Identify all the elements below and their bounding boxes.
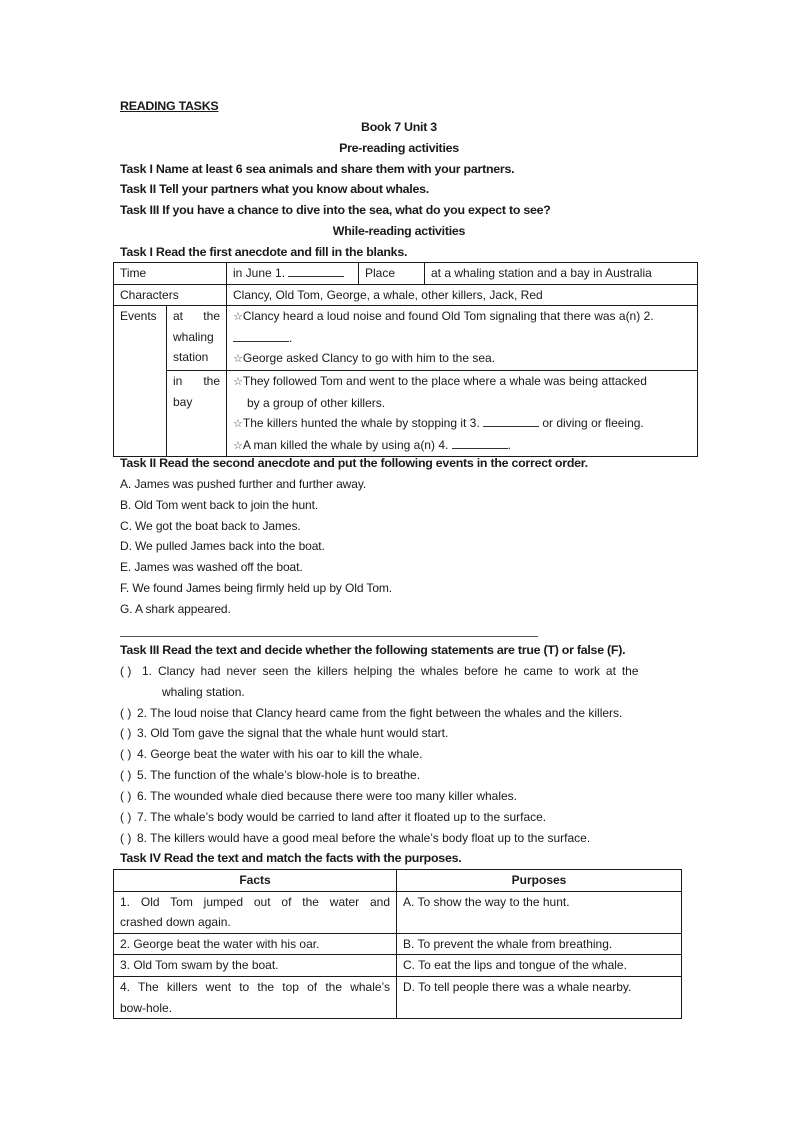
purpose-cell: B. To prevent the whale from breathing. [397, 933, 682, 955]
star-icon: ☆ [233, 417, 243, 431]
statement-text: 2. The loud noise that Clancy heard came from the fight between the whales and the killers. [137, 706, 623, 720]
order-answer-line[interactable] [120, 636, 538, 637]
blank-3-suffix: or diving or fleeing. [542, 416, 644, 431]
place-value: at a whaling station and a bay in Australia [425, 263, 698, 285]
time-value-cell [227, 263, 359, 285]
bay-events [227, 370, 698, 456]
characters-value: Clancy, Old Tom, George, a whale, other killers, Jack, Red [227, 284, 698, 306]
tf-statement-5 [120, 765, 420, 786]
characters-label: Characters [114, 284, 227, 306]
statement-text: 4. George beat the water with his oar to kill the whale. [137, 747, 423, 761]
station-events [227, 306, 698, 371]
fact-cell [114, 976, 397, 1018]
pre-reading-task-2: Task II Tell your partners what you know about whales. [120, 182, 429, 196]
purpose-cell: D. To tell people there was a whale nearby. [397, 976, 682, 1018]
order-event-b: B. Old Tom went back to join the hunt. [120, 498, 319, 512]
order-event-c: C. We got the boat back to James. [120, 519, 301, 533]
tf-statement-7 [120, 807, 546, 828]
fact-text: 4. The killers went to the top of the whale’s [120, 979, 390, 994]
statement-text: 1. Clancy had never seen the killers helping the whales before he came to work at the [142, 664, 639, 678]
tf-statement-4 [120, 744, 423, 765]
section-title: READING TASKS [120, 99, 219, 113]
statement-text: 5. The function of the whale’s blow-hole is to breathe. [137, 768, 421, 782]
order-event-g: G. A shark appeared. [120, 602, 231, 616]
table-row [114, 955, 682, 977]
book-unit-heading: Book 7 Unit 3 [361, 120, 437, 134]
star-icon: ☆ [233, 438, 243, 452]
answer-paren[interactable]: ( ) [120, 726, 132, 740]
event-text: George asked Clancy to go with him to the sea. [242, 351, 496, 366]
facts-header: Facts [114, 870, 397, 892]
table-row [114, 976, 682, 1018]
order-event-e: E. James was washed off the boat. [120, 560, 303, 574]
blank-2-suffix: . [289, 330, 293, 345]
fact-text-cont: crashed down again. [120, 915, 231, 930]
events-row-station [114, 306, 698, 371]
pre-reading-task-3: Task III If you have a chance to dive into the sea, what do you expect to see? [120, 203, 551, 217]
blank-2[interactable] [233, 329, 289, 342]
fact-cell: 2. George beat the water with his oar. [114, 933, 397, 955]
tf-statement-6 [120, 786, 517, 807]
answer-paren[interactable]: ( ) [120, 664, 132, 678]
event-text: They followed Tom and went to the place where a whale was being attacked [242, 373, 647, 388]
order-event-f: F. We found James being firmly held up by Old Tom. [120, 581, 393, 595]
purpose-cell: C. To eat the lips and tongue of the whale. [397, 955, 682, 977]
tf-statement-3 [120, 723, 448, 744]
task2-instruction: Task II Read the second anecdote and put the following events in the correct order. [120, 456, 588, 470]
time-place-row [114, 263, 698, 285]
statement-text: 6. The wounded whale died because there were too many killer whales. [137, 789, 518, 803]
location-station-line-3: station [173, 350, 209, 365]
place-label: Place [359, 263, 425, 285]
pre-reading-heading: Pre-reading activities [339, 141, 459, 155]
tf-statement-8 [120, 828, 590, 849]
task1-instruction: Task I Read the first anecdote and fill in the blanks. [120, 245, 408, 259]
table-row [114, 933, 682, 955]
blank-3[interactable] [483, 414, 539, 427]
events-label: Events [114, 306, 167, 457]
purpose-cell: A. To show the way to the hunt. [397, 891, 682, 933]
location-station-line-2: whaling [173, 329, 214, 344]
tf-statement-1 [120, 661, 675, 682]
order-event-a: A. James was pushed further and further away. [120, 477, 367, 491]
location-bay [167, 370, 227, 456]
anecdote-table [113, 262, 698, 457]
fact-text: 1. Old Tom jumped out of the water and [120, 894, 390, 909]
tf-statement-2 [120, 703, 622, 724]
order-event-d: D. We pulled James back into the boat. [120, 539, 325, 553]
fact-cell: 3. Old Tom swam by the boat. [114, 955, 397, 977]
time-label: Time [114, 263, 227, 285]
pre-reading-task-1: Task I Name at least 6 sea animals and share them with your partners. [120, 162, 515, 176]
purposes-header: Purposes [397, 870, 682, 892]
answer-paren[interactable]: ( ) [120, 747, 132, 761]
characters-row [114, 284, 698, 306]
answer-paren[interactable]: ( ) [120, 706, 132, 720]
location-bay-line-1: in the [173, 373, 220, 388]
event-text: Clancy heard a loud noise and found Old Tom signaling that there was a(n) 2. [242, 309, 654, 324]
answer-paren[interactable]: ( ) [120, 831, 132, 845]
event-continuation: by a group of other killers. [247, 395, 386, 410]
tf-statement-1-cont: whaling station. [162, 685, 245, 699]
fact-text-cont: bow-hole. [120, 1000, 173, 1015]
location-station-line-1: at the [173, 309, 220, 324]
star-icon: ☆ [233, 374, 243, 388]
answer-paren[interactable]: ( ) [120, 768, 132, 782]
header-row [114, 870, 682, 892]
blank-1[interactable] [288, 264, 344, 277]
star-icon: ☆ [233, 352, 243, 366]
task4-instruction: Task IV Read the text and match the facts with the purposes. [120, 851, 462, 865]
event-text: A man killed the whale by using a(n) 4. [242, 437, 449, 452]
statement-text: 3. Old Tom gave the signal that the whale hunt would start. [137, 726, 449, 740]
event-item [233, 348, 693, 370]
facts-purposes-table [113, 869, 682, 1019]
time-value: in June 1. [233, 266, 286, 280]
event-text: The killers hunted the whale by stopping it 3. [242, 416, 480, 431]
while-reading-heading: While-reading activities [332, 224, 466, 238]
events-row-bay [114, 370, 698, 456]
event-blank-line [233, 328, 693, 349]
blank-4[interactable] [452, 436, 508, 449]
event-item [233, 371, 693, 393]
answer-paren[interactable]: ( ) [120, 810, 132, 824]
event-item [233, 413, 693, 435]
event-item [233, 306, 693, 328]
table-row [114, 891, 682, 933]
blank-4-suffix: . [507, 437, 512, 452]
statement-text: 8. The killers would have a good meal before the whale’s body float up to the surface. [137, 831, 591, 845]
answer-paren[interactable]: ( ) [120, 789, 132, 803]
star-icon: ☆ [233, 310, 243, 324]
statement-text: 7. The whale’s body would be carried to land after it floated up to the surface. [137, 810, 547, 824]
location-station [167, 306, 227, 371]
fact-cell [114, 891, 397, 933]
task3-instruction: Task III Read the text and decide whether the following statements are true (T) or false (F). [120, 643, 626, 657]
location-bay-line-2: bay [173, 394, 193, 409]
